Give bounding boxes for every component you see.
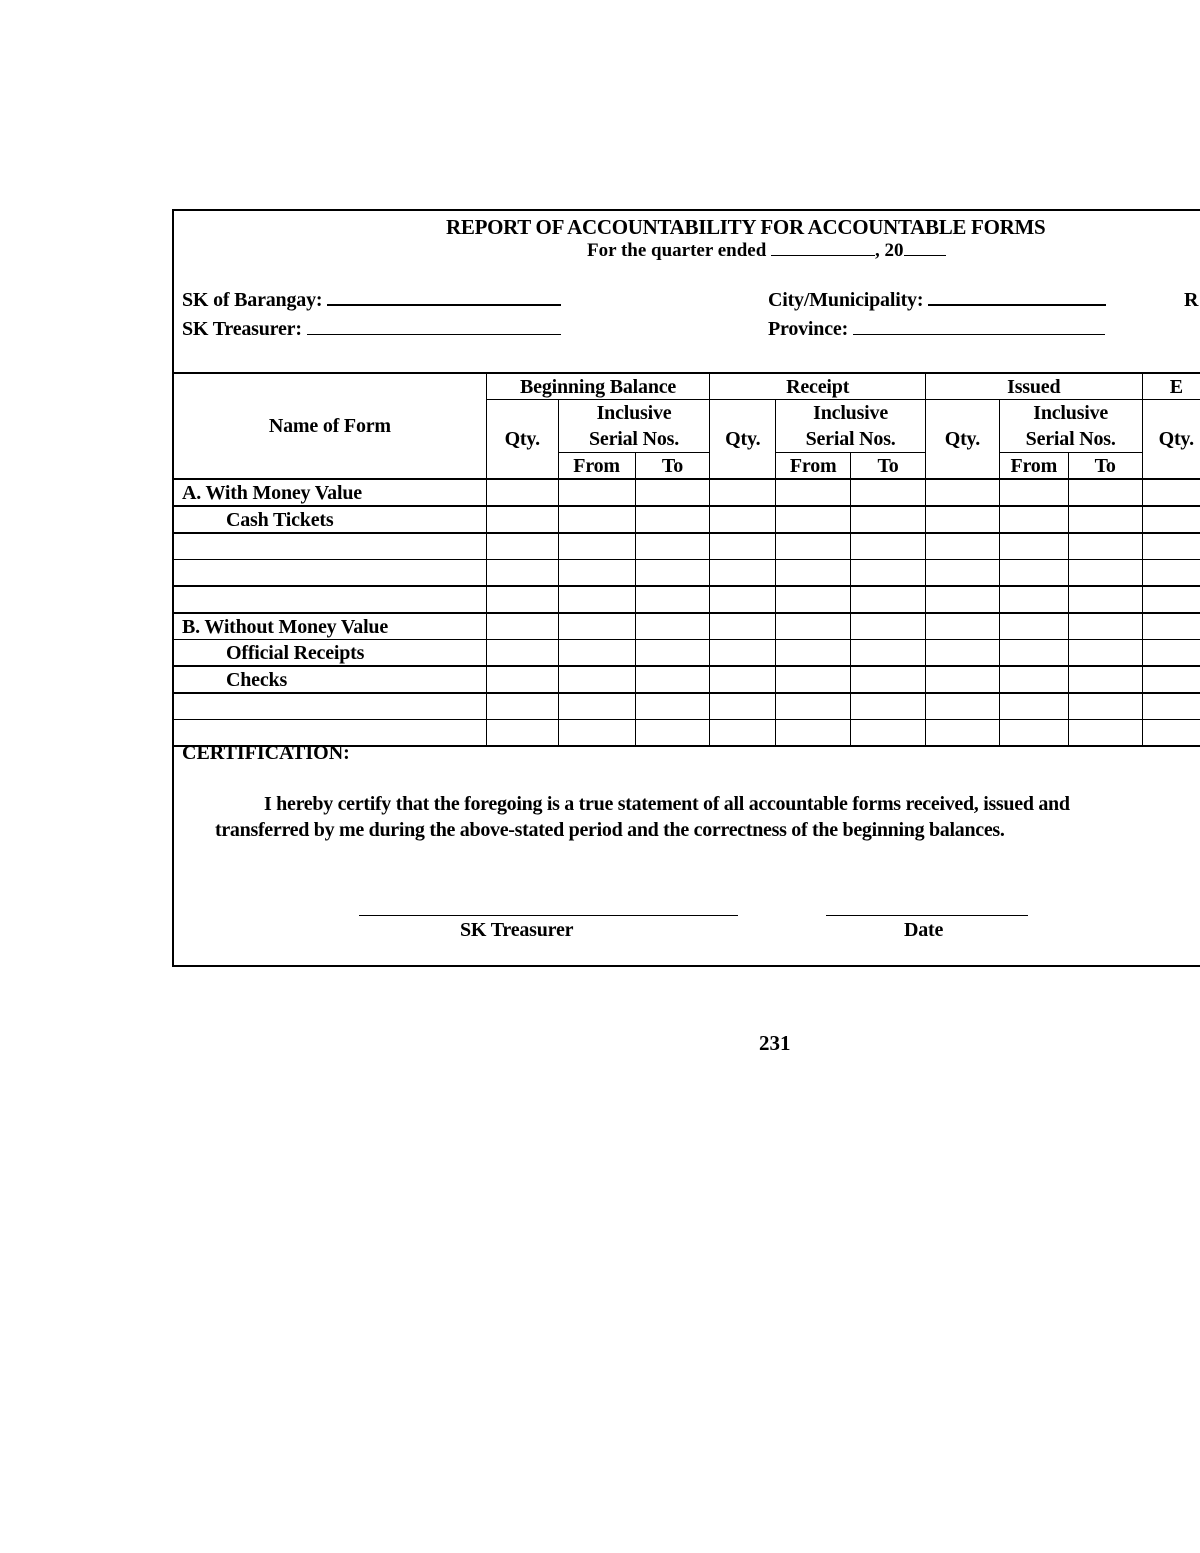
name-of-form-header: Name of Form <box>174 373 486 479</box>
cell[interactable] <box>999 613 1068 640</box>
cell[interactable] <box>486 560 558 587</box>
cell[interactable] <box>925 720 999 747</box>
cell[interactable] <box>710 640 776 667</box>
barangay-field <box>182 289 561 312</box>
cell[interactable] <box>851 693 926 720</box>
from-header: From <box>776 453 851 480</box>
cell[interactable] <box>851 613 926 640</box>
cell[interactable] <box>776 640 851 667</box>
cell[interactable] <box>635 720 710 747</box>
cell[interactable] <box>635 533 710 560</box>
cell[interactable] <box>1142 479 1200 506</box>
cell[interactable] <box>851 479 926 506</box>
cell[interactable] <box>635 613 710 640</box>
cell[interactable] <box>635 506 710 533</box>
inclusive-label: Inclusive <box>813 402 889 424</box>
cell[interactable] <box>925 613 999 640</box>
cell[interactable] <box>776 586 851 613</box>
cell[interactable] <box>776 533 851 560</box>
cell[interactable] <box>635 640 710 667</box>
cell[interactable] <box>851 560 926 587</box>
ending-balance-header: E <box>1142 373 1200 400</box>
cell[interactable] <box>1142 613 1200 640</box>
form-name: Cash Tickets <box>174 506 486 533</box>
cell[interactable] <box>776 479 851 506</box>
cell[interactable] <box>1068 720 1142 747</box>
cell[interactable] <box>851 666 926 693</box>
cell[interactable] <box>558 666 635 693</box>
cell[interactable] <box>710 479 776 506</box>
inclusive-serial-header <box>558 400 710 453</box>
cell[interactable] <box>558 506 635 533</box>
cell[interactable] <box>1068 586 1142 613</box>
form-name-blank[interactable] <box>174 560 486 587</box>
cell[interactable] <box>925 640 999 667</box>
treasurer-label: SK Treasurer: <box>182 318 302 340</box>
cell[interactable] <box>999 693 1068 720</box>
cell[interactable] <box>776 666 851 693</box>
qty-header: Qty. <box>925 400 999 480</box>
cell[interactable] <box>558 560 635 587</box>
cell[interactable] <box>999 479 1068 506</box>
cell[interactable] <box>635 479 710 506</box>
serial-label: Serial Nos. <box>805 428 896 450</box>
cell[interactable] <box>486 693 558 720</box>
cell[interactable] <box>776 506 851 533</box>
cell[interactable] <box>1068 693 1142 720</box>
table-row <box>174 479 1200 506</box>
cell[interactable] <box>558 533 635 560</box>
barangay-label: SK of Barangay: <box>182 289 323 311</box>
treasurer-signature-line[interactable] <box>359 915 738 916</box>
certification-line-1: I hereby certify that the foregoing is a true statement of all accountable forms received, issued and <box>264 793 1070 815</box>
cell[interactable] <box>1068 533 1142 560</box>
inclusive-serial-header <box>999 400 1142 453</box>
cell[interactable] <box>1068 666 1142 693</box>
cell[interactable] <box>486 720 558 747</box>
cell[interactable] <box>635 586 710 613</box>
cell[interactable] <box>925 479 999 506</box>
table-row <box>174 693 1200 720</box>
cell[interactable] <box>710 613 776 640</box>
issued-header: Issued <box>925 373 1142 400</box>
period-date-blank[interactable] <box>771 255 875 256</box>
cell[interactable] <box>925 506 999 533</box>
section-heading: A. With Money Value <box>174 479 486 506</box>
cell[interactable] <box>558 479 635 506</box>
cell[interactable] <box>710 586 776 613</box>
cell[interactable] <box>925 533 999 560</box>
table-row <box>174 533 1200 560</box>
cell[interactable] <box>999 560 1068 587</box>
table-row <box>174 506 1200 533</box>
table-row <box>174 640 1200 667</box>
form-name: Checks <box>174 666 486 693</box>
table-body <box>174 479 1200 746</box>
period-prefix: For the quarter ended <box>587 240 767 261</box>
cell[interactable] <box>999 586 1068 613</box>
cell[interactable] <box>925 560 999 587</box>
cell[interactable] <box>558 720 635 747</box>
barangay-blank[interactable] <box>327 304 561 306</box>
accountability-table <box>174 372 1200 747</box>
cell[interactable] <box>851 586 926 613</box>
cell[interactable] <box>635 666 710 693</box>
cell[interactable] <box>999 506 1068 533</box>
cell[interactable] <box>1068 640 1142 667</box>
cell[interactable] <box>999 533 1068 560</box>
inclusive-label: Inclusive <box>596 402 672 424</box>
form-name-blank[interactable] <box>174 533 486 560</box>
cell[interactable] <box>710 720 776 747</box>
cell[interactable] <box>1068 560 1142 587</box>
province-field <box>768 318 1105 341</box>
cell[interactable] <box>851 640 926 667</box>
certification-line-2: transferred by me during the above-stated period and the correctness of the beginning balances. <box>215 819 1005 841</box>
from-header: From <box>999 453 1068 480</box>
page-number: 231 <box>759 1031 791 1055</box>
cell[interactable] <box>999 640 1068 667</box>
province-label: Province: <box>768 318 849 340</box>
cell[interactable] <box>486 533 558 560</box>
inclusive-label: Inclusive <box>1033 402 1109 424</box>
cell[interactable] <box>851 506 926 533</box>
cell[interactable] <box>1068 613 1142 640</box>
treasurer-blank[interactable] <box>307 334 561 335</box>
cell[interactable] <box>558 586 635 613</box>
cell[interactable] <box>558 693 635 720</box>
cell[interactable] <box>710 693 776 720</box>
cell[interactable] <box>486 506 558 533</box>
cell[interactable] <box>558 640 635 667</box>
to-header: To <box>635 453 710 480</box>
from-header: From <box>558 453 635 480</box>
qty-header: Qty. <box>1142 400 1200 480</box>
cell[interactable] <box>486 479 558 506</box>
date-signature-line[interactable] <box>826 915 1028 916</box>
serial-label: Serial Nos. <box>1025 428 1116 450</box>
cell[interactable] <box>1142 720 1200 747</box>
cell[interactable] <box>776 693 851 720</box>
table-row <box>174 666 1200 693</box>
cell[interactable] <box>925 586 999 613</box>
table-row <box>174 586 1200 613</box>
cell[interactable] <box>1142 666 1200 693</box>
section-heading: B. Without Money Value <box>174 613 486 640</box>
cell[interactable] <box>710 666 776 693</box>
cell[interactable] <box>635 560 710 587</box>
signature-date-label: Date <box>904 919 944 941</box>
city-blank[interactable] <box>928 304 1106 306</box>
beginning-balance-header: Beginning Balance <box>486 373 710 400</box>
cell[interactable] <box>486 613 558 640</box>
certification-heading: CERTIFICATION: <box>182 742 350 764</box>
cell[interactable] <box>486 666 558 693</box>
city-field <box>768 289 1106 312</box>
cell[interactable] <box>851 720 926 747</box>
province-blank[interactable] <box>853 334 1105 335</box>
receipt-header: Receipt <box>710 373 926 400</box>
table-row <box>174 613 1200 640</box>
cell[interactable] <box>999 720 1068 747</box>
report-form <box>172 209 1200 967</box>
cell[interactable] <box>635 693 710 720</box>
cell[interactable] <box>925 666 999 693</box>
treasurer-field <box>182 318 561 341</box>
cell[interactable] <box>999 666 1068 693</box>
form-name: Official Receipts <box>174 640 486 667</box>
cell[interactable] <box>1142 506 1200 533</box>
cell[interactable] <box>558 613 635 640</box>
cell[interactable] <box>486 640 558 667</box>
cell[interactable] <box>1068 479 1142 506</box>
cell[interactable] <box>710 506 776 533</box>
inclusive-serial-header <box>776 400 926 453</box>
cell[interactable] <box>710 560 776 587</box>
serial-label: Serial Nos. <box>588 428 680 450</box>
cell[interactable] <box>1142 693 1200 720</box>
city-label: City/Municipality: <box>768 289 924 311</box>
cell[interactable] <box>776 613 851 640</box>
form-name-blank[interactable] <box>174 586 486 613</box>
cell[interactable] <box>1142 560 1200 587</box>
cell[interactable] <box>486 586 558 613</box>
cell[interactable] <box>1142 533 1200 560</box>
cell[interactable] <box>776 720 851 747</box>
cell[interactable] <box>710 533 776 560</box>
region-label: R <box>1184 289 1199 311</box>
signature-treasurer-label: SK Treasurer <box>460 919 574 941</box>
cell[interactable] <box>1068 506 1142 533</box>
period-year: , 20 <box>875 240 904 261</box>
to-header: To <box>1068 453 1142 480</box>
cell[interactable] <box>776 560 851 587</box>
to-header: To <box>851 453 926 480</box>
period-year-blank[interactable] <box>904 255 946 256</box>
table-row <box>174 560 1200 587</box>
qty-header: Qty. <box>486 400 558 480</box>
cell[interactable] <box>851 533 926 560</box>
cell[interactable] <box>1142 586 1200 613</box>
cell[interactable] <box>1142 640 1200 667</box>
cell[interactable] <box>925 693 999 720</box>
report-title: REPORT OF ACCOUNTABILITY FOR ACCOUNTABLE FORMS <box>446 215 1046 239</box>
period-line <box>587 240 946 262</box>
form-name-blank[interactable] <box>174 693 486 720</box>
qty-header: Qty. <box>710 400 776 480</box>
